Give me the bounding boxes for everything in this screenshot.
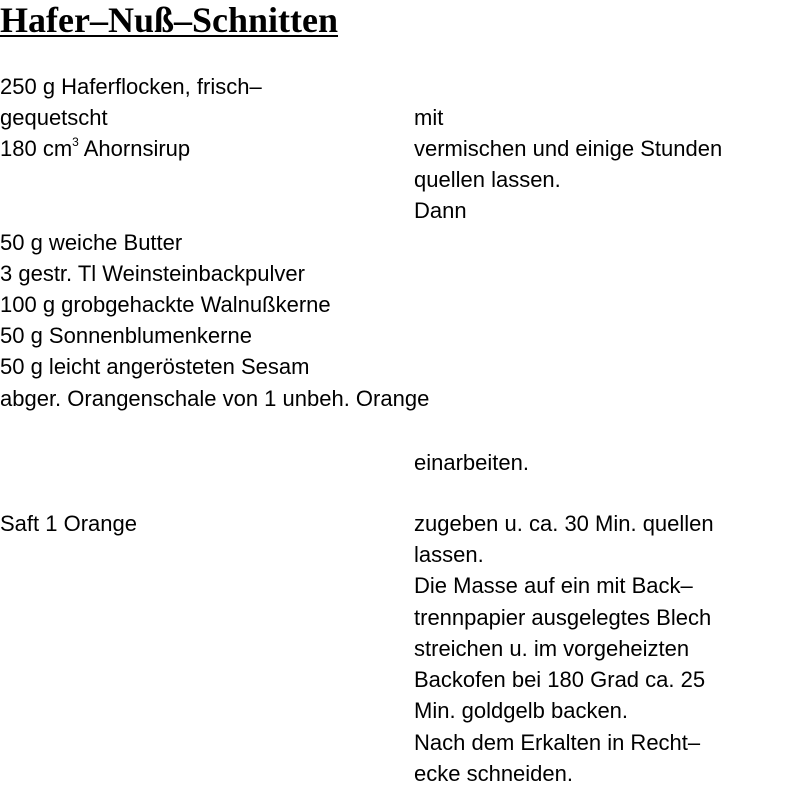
ingredient-baking-powder: 3 gestr. Tl Weinsteinbackpulver: [0, 261, 305, 286]
instruction-line: Nach dem Erkalten in Recht–: [414, 730, 701, 755]
instruction-line: Dann: [414, 198, 467, 223]
ingredient-sesame: 50 g leicht angerösteten Sesam: [0, 354, 310, 379]
instruction-line: ecke schneiden.: [414, 761, 573, 786]
instruction-line: quellen lassen.: [414, 167, 561, 192]
instruction-line: mit: [414, 105, 444, 130]
instruction-line: vermischen und einige Stunden: [414, 136, 723, 161]
ingredient-maple-syrup-unit-exp: 3: [72, 134, 79, 149]
ingredient-butter: 50 g weiche Butter: [0, 230, 183, 255]
ingredient-oats-cont: gequetscht: [0, 105, 108, 130]
ingredient-orange-juice: Saft 1 Orange: [0, 511, 137, 536]
ingredient-oats: 250 g Haferflocken, frisch–: [0, 74, 262, 99]
instruction-line: Min. goldgelb backen.: [414, 698, 629, 723]
recipe-title: Hafer–Nuß–Schnitten: [0, 0, 339, 40]
ingredient-walnuts: 100 g grobgehackte Walnußkerne: [0, 292, 331, 317]
ingredient-maple-syrup: [0, 136, 190, 162]
ingredient-maple-syrup-name: Ahornsirup: [78, 136, 191, 161]
instruction-line: zugeben u. ca. 30 Min. quellen: [414, 511, 714, 536]
instruction-line: trennpapier ausgelegtes Blech: [414, 605, 712, 630]
instruction-line: lassen.: [414, 542, 484, 567]
instruction-line: Backofen bei 180 Grad ca. 25: [414, 667, 706, 692]
instruction-line: streichen u. im vorgeheizten: [414, 636, 690, 661]
ingredient-orange-zest: abger. Orangenschale von 1 unbeh. Orange: [0, 386, 430, 411]
ingredient-maple-syrup-amount: 180 cm: [0, 136, 73, 161]
instruction-line: Die Masse auf ein mit Back–: [414, 573, 693, 598]
ingredient-sunflower-seeds: 50 g Sonnenblumenkerne: [0, 323, 252, 348]
instruction-line: einarbeiten.: [414, 450, 529, 475]
